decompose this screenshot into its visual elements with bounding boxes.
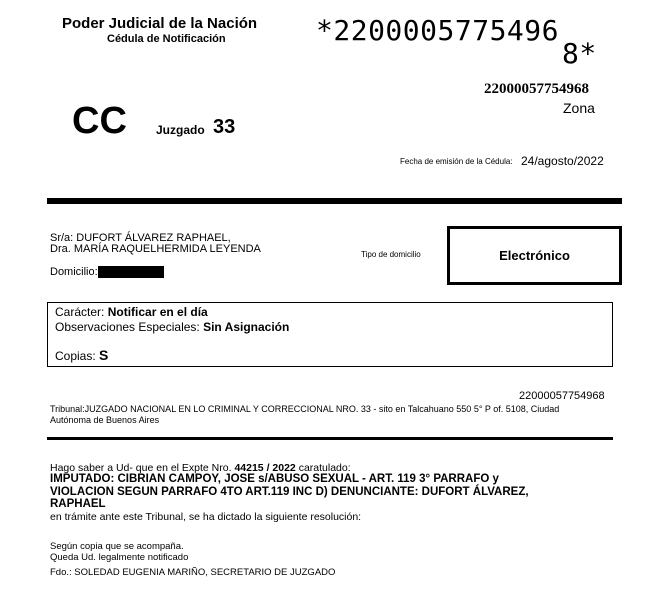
expte-number: 44215 / 2022	[234, 462, 296, 474]
recipient-line2: Dra. MARÍA RAQUELHERMIDA LEYENDA	[50, 243, 261, 255]
caracter-line	[55, 305, 208, 319]
cedula-number-header: 22000057754968	[484, 81, 589, 97]
fecha-value: 24/agosto/2022	[521, 154, 604, 168]
domicilio-label: Domicilio:	[50, 266, 98, 278]
fuero-code: CC	[72, 100, 127, 142]
observaciones-label: Observaciones Especiales:	[55, 320, 200, 334]
copia-line: Según copia que se acompaña.	[50, 541, 184, 552]
barcode-text-line2: 8*	[562, 37, 597, 70]
tipo-domicilio-box	[447, 226, 622, 285]
tribunal-divider	[47, 437, 613, 440]
intro-post: caratulado:	[298, 462, 351, 474]
caratula-line3: RAPHAEL	[50, 498, 106, 510]
domicilio-redaction	[98, 266, 164, 278]
zona-label: Zona	[563, 100, 595, 116]
caratula-line1: IMPUTADO: CIBRIAN CAMPOY, JOSE s/ABUSO SEXUAL - ART. 119 3° PARRAFO y	[50, 473, 499, 485]
copias-label: Copias:	[55, 349, 96, 363]
caratula-line2: VIOLACION SEGUN PARRAFO 4TO ART.119 INC D) DENUNCIANTE: DUFORT ÁLVAREZ,	[50, 486, 529, 498]
copias-value: S	[99, 347, 109, 363]
tipo-domicilio-value: Electrónico	[499, 248, 570, 263]
observaciones-value: Sin Asignación	[203, 320, 290, 334]
header-divider	[47, 198, 622, 204]
intro-pre: Hago saber a Ud- que en el Expte Nro.	[50, 462, 232, 474]
tramite-line: en trámite ante este Tribunal, se ha dictado la siguiente resolución:	[50, 511, 362, 523]
barcode-text-line1: *2200005775496	[316, 14, 560, 47]
tipo-domicilio-label: Tipo de domicilio	[361, 250, 421, 259]
caracter-value: Notificar en el día	[107, 305, 208, 319]
recipient-line1: Sr/a: DUFORT ÁLVAREZ RAPHAEL,	[50, 232, 231, 244]
juzgado-label: Juzgado	[156, 123, 205, 137]
firma-line: Fdo.: SOLEDAD EUGENIA MARIÑO, SECRETARIO DE JUZGADO	[50, 567, 336, 578]
copias-line	[55, 347, 108, 363]
juzgado-number: 33	[213, 116, 236, 138]
org-subtitle: Cédula de Notificación	[107, 33, 226, 45]
tribunal-line1: Tribunal:JUZGADO NACIONAL EN LO CRIMINAL Y CORRECCIONAL NRO. 33 - sito en Talcahuano 550 5° P of. 5108, Ciudad	[50, 404, 560, 414]
observaciones-line	[55, 320, 289, 334]
tribunal-line2: Autónoma de Buenos Aires	[50, 415, 160, 425]
caracter-label: Carácter:	[55, 305, 105, 319]
notificado-line: Queda Ud. legalmente notificado	[50, 552, 189, 563]
cedula-number-tribunal: 22000057754968	[519, 390, 605, 402]
org-title: Poder Judicial de la Nación	[62, 15, 258, 32]
fecha-label: Fecha de emisión de la Cédula:	[400, 157, 513, 166]
